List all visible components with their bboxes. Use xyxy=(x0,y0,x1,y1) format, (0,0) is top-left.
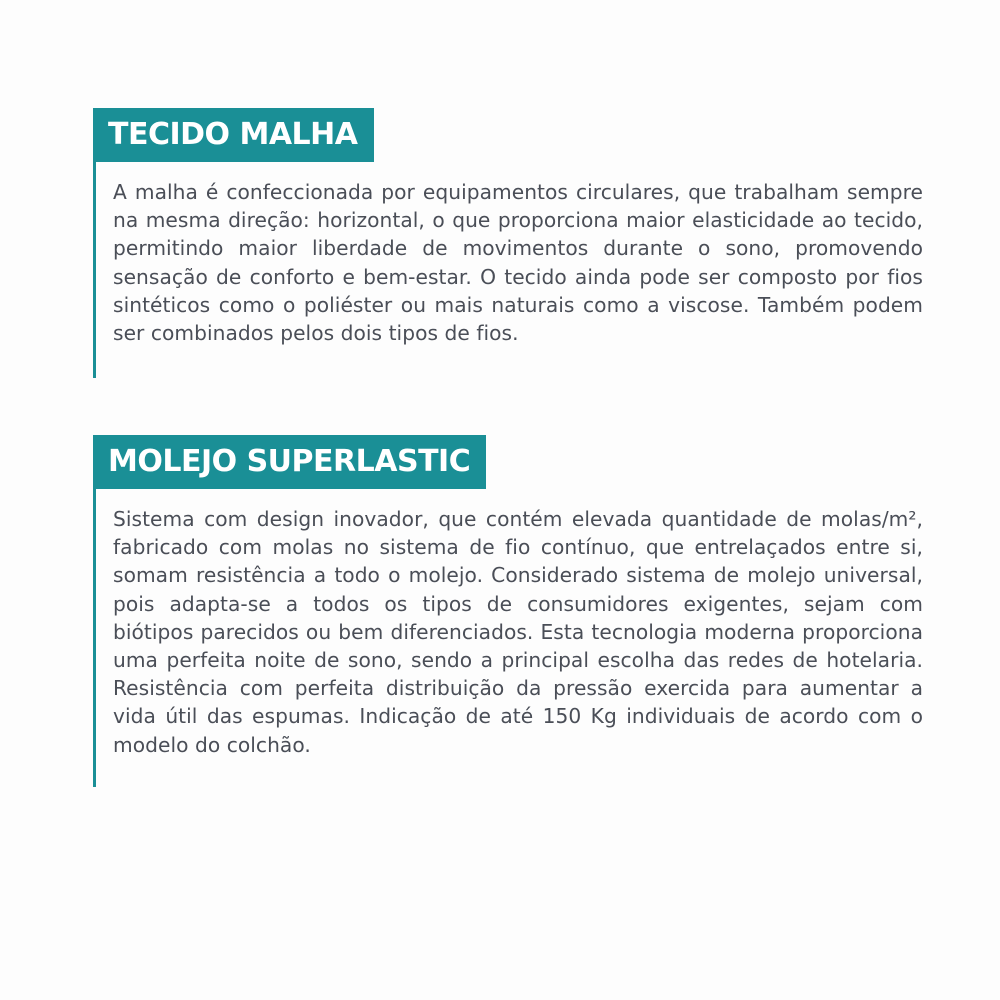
section-title-tecido-malha: TECIDO MALHA xyxy=(93,108,374,162)
section-title-molejo-superlastic: MOLEJO SUPERLASTIC xyxy=(93,435,486,489)
section-body-tecido-malha: A malha é confeccionada por equipamentos circulares, que trabalham sempre na mesma direção: horizontal, o que proporciona maior elasticidade ao tecido, permitindo maior liberdade de movimentos durante o sono, promovendo sensação de conforto e bem-estar. O tecido ainda pode ser composto por fios sintéticos como o poliéster ou mais naturais como a viscose. Também podem ser combinados pelos dois tipos de fios. xyxy=(113,180,923,346)
section-tecido-malha xyxy=(93,108,936,378)
section-molejo-superlastic xyxy=(93,435,936,787)
section-body-molejo-superlastic: Sistema com design inovador, que contém elevada quantidade de molas/m², fabricado com molas no sistema de fio contínuo, que entrelaçados entre si, somam resistência a todo o molejo. Considerado sistema de molejo universal, pois adapta-se a todos os tipos de consumidores exigentes, sejam com biótipos parecidos ou bem diferenciados. Esta tecnologia moderna proporciona uma perfeita noite de sono, sendo a principal escolha das redes de hotelaria. Resistência com perfeita distribuição da pressão exercida para aumentar a vida útil das espumas. Indicação de até 150 Kg individuais de acordo com o modelo do colchão. xyxy=(113,507,923,757)
